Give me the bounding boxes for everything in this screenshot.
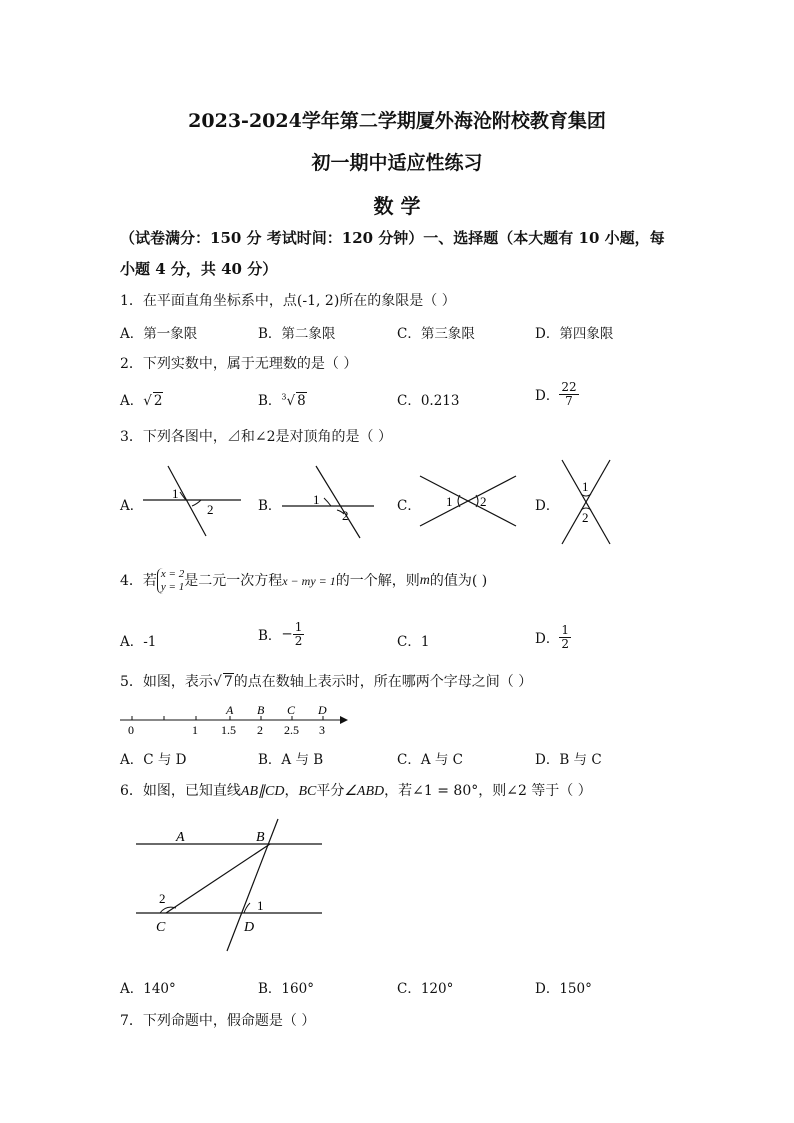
q6-figure: [130, 815, 330, 955]
axis-tick-3: 3: [319, 723, 325, 737]
axis-letter-c: C: [287, 703, 296, 717]
q3d-angle-2-label: 2: [582, 510, 589, 525]
q3-option-c: C．: [397, 498, 421, 514]
q3c-angle-1-label: 1: [446, 494, 453, 509]
q6-label-c: C: [156, 920, 166, 935]
q3-option-b: B．: [258, 498, 282, 514]
question-2-stem: 2．下列实数中，属于无理数的是（ ）: [120, 356, 358, 372]
question-7-stem: 7．下列命题中，假命题是（ ）: [120, 1013, 316, 1029]
q3-figure-d: [558, 458, 614, 546]
q2-option-a: A．√ 2: [120, 393, 163, 409]
q2-option-b: B．$^3$√ 8: [258, 392, 306, 409]
exam-title: 2023-2024学年第二学期厦外海沧附校教育集团: [188, 110, 606, 132]
q3-figure-a: [140, 462, 245, 542]
q6-option-a: A．140°: [120, 981, 176, 997]
axis-tick-2: 2: [257, 723, 263, 737]
q4-option-c: C．1: [397, 634, 430, 650]
q6-option-d: D．150°: [535, 981, 592, 997]
q5-option-a: A．C 与 D: [120, 752, 187, 768]
q3-figure-c: [418, 472, 518, 532]
question-5-stem: 5．如图，表示√ 7的点在数轴上表示时，所在哪两个字母之间（ ）: [120, 674, 533, 690]
q5-option-d: D．B 与 C: [535, 752, 602, 768]
q3a-angle-1-label: 1: [172, 486, 179, 501]
question-3-stem: 3．下列各图中，⊿和∠2是对顶角的是（ ）: [120, 429, 392, 445]
q2-b-radicand: 8: [297, 393, 306, 409]
q6-label-a: A: [176, 830, 185, 845]
q4-option-a: A．-1: [120, 634, 157, 650]
q6-option-c: C．120°: [397, 981, 454, 997]
axis-letter-a: A: [226, 703, 234, 717]
q4-option-b: B．− $\frac{1}{2}$: [258, 620, 303, 648]
axis-tick-1: 1: [192, 723, 198, 737]
question-4-stem: 4．若 x = 2 y = 1 是二元一次方程x − my = 1的一个解，则m的值为( ): [120, 568, 488, 593]
q1-option-c: C．第三象限: [397, 326, 475, 342]
q6-angle-1-label: 1: [257, 898, 264, 913]
axis-tick-1-5: 1.5: [221, 723, 236, 737]
intro-line-1: （试卷满分：150 分 考试时间：120 分钟）一、选择题（本大题有 10 小题，每: [120, 229, 665, 247]
q1-option-a: A．第一象限: [120, 326, 198, 342]
exam-subtitle: 初一期中适应性练习: [311, 152, 483, 174]
q3d-angle-1-label: 1: [582, 479, 589, 494]
q3b-angle-1-label: 1: [313, 492, 320, 507]
intro-line-2: 小题 4 分，共 40 分）: [120, 260, 278, 278]
q2-option-d: D． $\frac{22}{7}$: [535, 380, 577, 408]
q6-label-d: D: [244, 920, 255, 935]
axis-tick-2-5: 2.5: [284, 723, 299, 737]
q5-radicand: 7: [223, 674, 233, 690]
q3a-angle-2-label: 2: [207, 502, 214, 517]
q3-option-d: D．: [535, 498, 560, 514]
q3-figure-b: [280, 462, 380, 542]
q3c-angle-2-label: 2: [480, 494, 487, 509]
q6-angle-2-label: 2: [159, 891, 166, 906]
q1-option-b: B．第二象限: [258, 326, 336, 342]
q6-option-b: B．160°: [258, 981, 314, 997]
q5-option-c: C．A 与 C: [397, 752, 463, 768]
axis-letter-b: B: [257, 703, 265, 717]
q4-option-d: D． $\frac{1}{2}$: [535, 623, 569, 651]
q5-number-line: [118, 700, 350, 740]
axis-letter-d: D: [318, 703, 327, 717]
exam-subject: 数 学: [373, 194, 421, 218]
q4-equation-system: x = 2 y = 1: [157, 568, 184, 594]
q2-a-radicand: 2: [153, 393, 163, 409]
axis-tick-0: 0: [128, 723, 134, 737]
question-1-stem: 1．在平面直角坐标系中，点(-1, 2)所在的象限是（ ）: [120, 293, 456, 309]
question-6-stem: 6．如图，已知直线AB∥CD，BC平分∠ABD，若∠1 = 80°，则∠2 等于（ ）: [120, 783, 592, 799]
q3-option-a: A．: [120, 498, 144, 514]
q2-option-c: C．0.213: [397, 393, 460, 409]
q1-option-d: D．第四象限: [535, 326, 614, 342]
q6-label-b: B: [256, 830, 265, 845]
q5-option-b: B．A 与 B: [258, 752, 324, 768]
q3b-angle-2-label: 2: [342, 508, 349, 523]
